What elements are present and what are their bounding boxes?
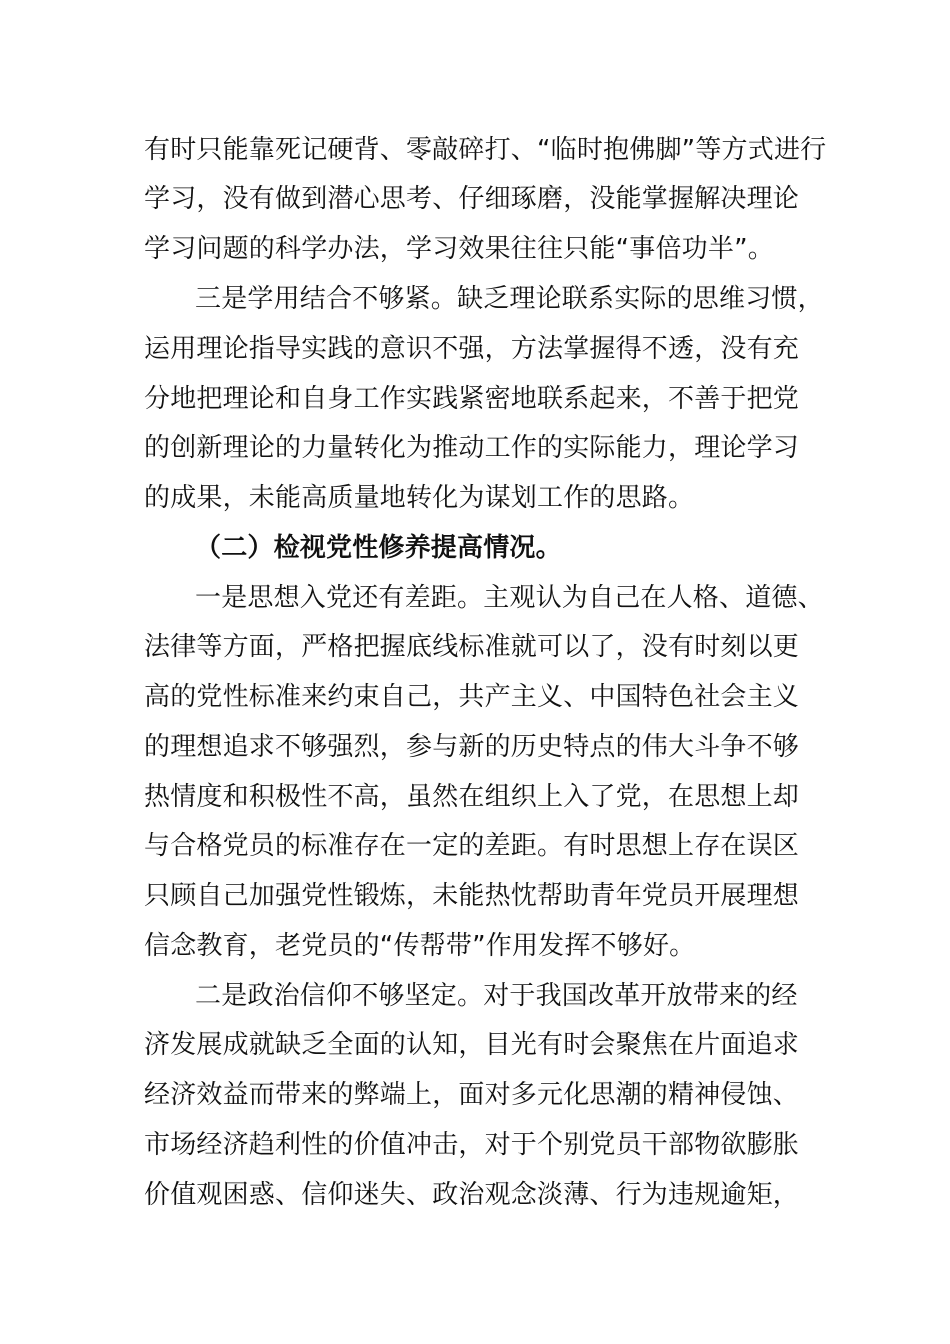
paragraph-line: 学习问题的科学办法，学习效果往往只能“事倍功半”。 — [144, 234, 774, 264]
paragraph-line: 与合格党员的标准存在一定的差距。有时思想上存在误区 — [144, 831, 800, 861]
section-heading: （二）检视党性修养提高情况。 — [195, 533, 562, 563]
paragraph-line: 法律等方面，严格把握底线标准就可以了，没有时刻以更 — [144, 632, 800, 662]
paragraph-line: 的理想追求不够强烈，参与新的历史特点的伟大斗争不够 — [144, 732, 800, 762]
paragraph-line: 分地把理论和自身工作实践紧密地联系起来，不善于把党 — [144, 384, 800, 414]
paragraph-line: 有时只能靠死记硬背、零敲碎打、“临时抱佛脚”等方式进行 — [144, 135, 827, 165]
paragraph-line: 价值观困惑、信仰迷失、政治观念淡薄、行为违规逾矩， — [144, 1180, 800, 1210]
paragraph-line: 一是思想入党还有差距。主观认为自己在人格、道德、 — [195, 583, 824, 613]
paragraph-line: 三是学用结合不够紧。缺乏理论联系实际的思维习惯， — [195, 284, 824, 314]
paragraph-line: 学习，没有做到潜心思考、仔细琢磨，没能掌握解决理论 — [144, 184, 800, 214]
paragraph-line: 市场经济趋利性的价值冲击，对于个别党员干部物欲膨胀 — [144, 1130, 800, 1160]
paragraph-line: 运用理论指导实践的意识不强，方法掌握得不透，没有充 — [144, 334, 800, 364]
paragraph-line: 济发展成就缺乏全面的认知，目光有时会聚焦在片面追求 — [144, 1030, 800, 1060]
paragraph-line: 经济效益而带来的弊端上，面对多元化思潮的精神侵蚀、 — [144, 1080, 800, 1110]
paragraph-line: 的成果，未能高质量地转化为谋划工作的思路。 — [144, 483, 695, 513]
paragraph-line: 的创新理论的力量转化为推动工作的实际能力，理论学习 — [144, 433, 800, 463]
paragraph-line: 高的党性标准来约束自己，共产主义、中国特色社会主义 — [144, 682, 800, 712]
paragraph-line: 只顾自己加强党性锻炼，未能热忱帮助青年党员开展理想 — [144, 881, 800, 911]
paragraph-line: 二是政治信仰不够坚定。对于我国改革开放带来的经 — [195, 981, 798, 1011]
paragraph-line: 热情度和积极性不高，虽然在组织上入了党，在思想上却 — [144, 782, 800, 812]
paragraph-line: 信念教育，老党员的“传帮带”作用发挥不够好。 — [144, 931, 696, 961]
